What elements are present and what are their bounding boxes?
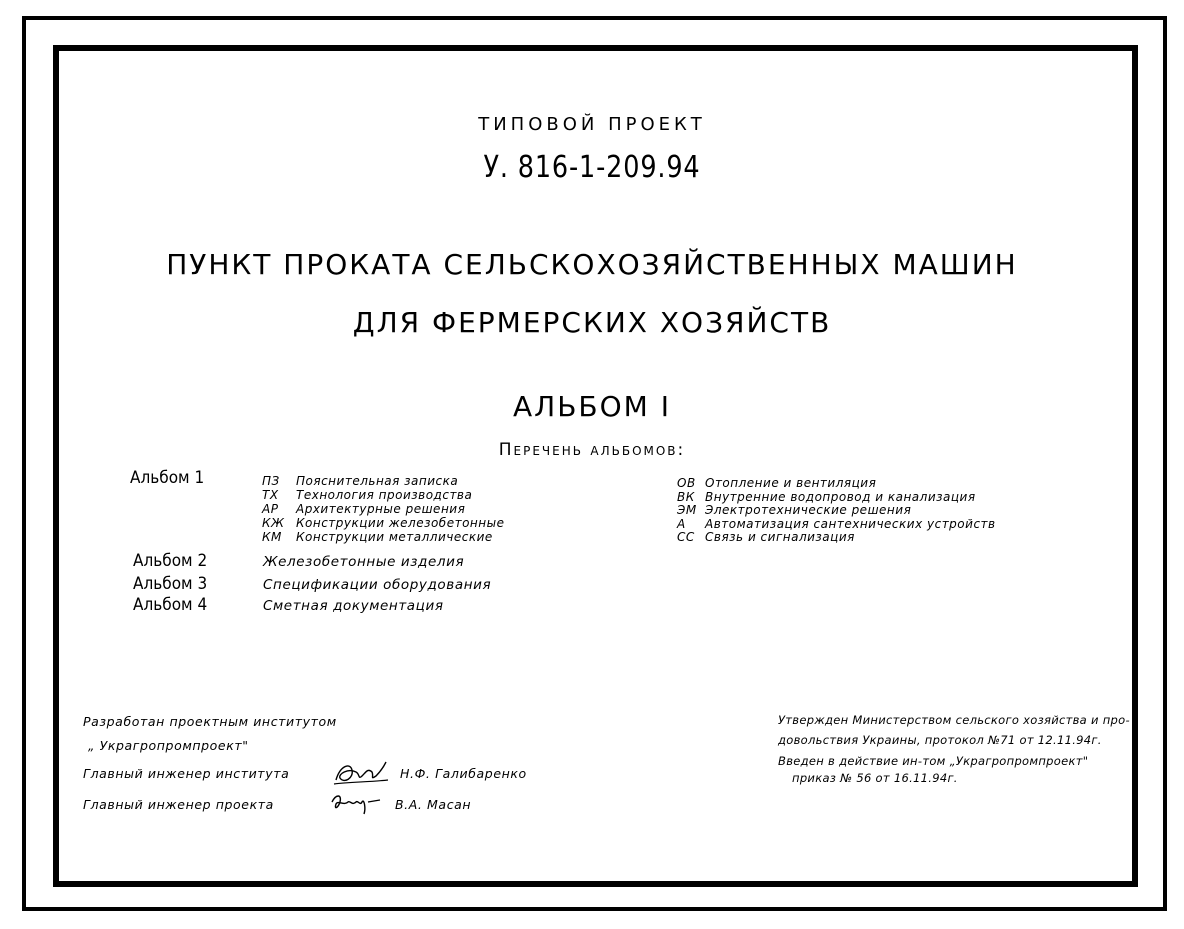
list-item [677, 477, 996, 491]
item-text: Технология производства [296, 488, 473, 502]
developed-by: Разработан проектным институтом [83, 714, 337, 729]
main-title-line1: ПУНКТ ПРОКАТА СЕЛЬСКОХОЗЯЙСТВЕННЫХ МАШИН [166, 248, 1018, 281]
item-code: ЭМ [677, 503, 697, 517]
approval-line4: приказ № 56 от 16.11.94г. [792, 771, 958, 785]
list-item [262, 502, 504, 516]
list-item [262, 488, 504, 502]
project-label: ТИПОВОЙ ПРОЕКТ [478, 114, 706, 135]
item-text: Электротехнические решения [705, 503, 912, 517]
item-code: КМ [262, 530, 282, 544]
item-code: СС [677, 530, 695, 544]
item-text: Внутренние водопровод и канализация [705, 489, 976, 504]
album1-label: Альбом 1 [130, 468, 205, 488]
album4-text: Сметная документация [263, 598, 444, 614]
album4-label: Альбом 4 [133, 595, 208, 615]
item-text: Конструкции железобетонные [296, 516, 505, 530]
item-text: Пояснительная записка [296, 474, 459, 488]
item-code: ОВ [677, 476, 696, 490]
institute-name: „ Украгропромпроект" [88, 738, 249, 753]
item-text: Архитектурные решения [296, 502, 466, 516]
list-item [677, 531, 996, 545]
chief-engineer-institute-label: Главный инженер института [83, 766, 290, 781]
albums-list-title: Перечень альбомов: [498, 440, 686, 460]
list-item [677, 504, 996, 518]
item-code: АР [262, 502, 279, 516]
album3-label: Альбом 3 [133, 574, 208, 594]
chief-engineer-project-label: Главный инженер проекта [83, 797, 274, 812]
signature-masan [328, 788, 388, 818]
item-text: Автоматизация сантехнических устройств [705, 516, 996, 531]
list-item [677, 518, 996, 532]
item-code: КЖ [262, 516, 285, 530]
album1-right-list [677, 477, 996, 545]
chief-engineer-institute-name: Н.Ф. Галибаренко [400, 766, 527, 781]
approval-line3: Введен в действие ин-том „Украгропромпроект" [778, 754, 1089, 768]
approval-line2: довольствия Украины, протокол №71 от 12.11.94г. [778, 733, 1102, 747]
list-item [677, 491, 996, 505]
main-title-line2: ДЛЯ ФЕРМЕРСКИХ ХОЗЯЙСТВ [352, 306, 832, 339]
item-code: ВК [677, 489, 695, 504]
album2-text: Железобетонные изделия [263, 554, 465, 570]
item-code: А [677, 516, 686, 531]
item-text: Конструкции металлические [296, 530, 493, 544]
album2-label: Альбом 2 [133, 551, 208, 571]
item-text: Связь и сигнализация [705, 530, 855, 544]
album3-text: Спецификации оборудования [263, 577, 492, 593]
album1-left-list [262, 474, 504, 544]
project-number: У. 816-1-209.94 [483, 150, 701, 185]
chief-engineer-project-name: В.А. Масан [395, 797, 472, 812]
list-item [262, 516, 504, 530]
list-item [262, 530, 504, 544]
item-code: ПЗ [262, 474, 280, 488]
signature-galibarenko [330, 756, 394, 790]
list-item [262, 474, 504, 488]
album-title: АЛЬБОМ I [513, 390, 671, 423]
approval-line1: Утвержден Министерством сельского хозяйства и про- [778, 713, 1130, 727]
item-code: ТХ [262, 488, 279, 502]
item-text: Отопление и вентиляция [705, 476, 877, 490]
